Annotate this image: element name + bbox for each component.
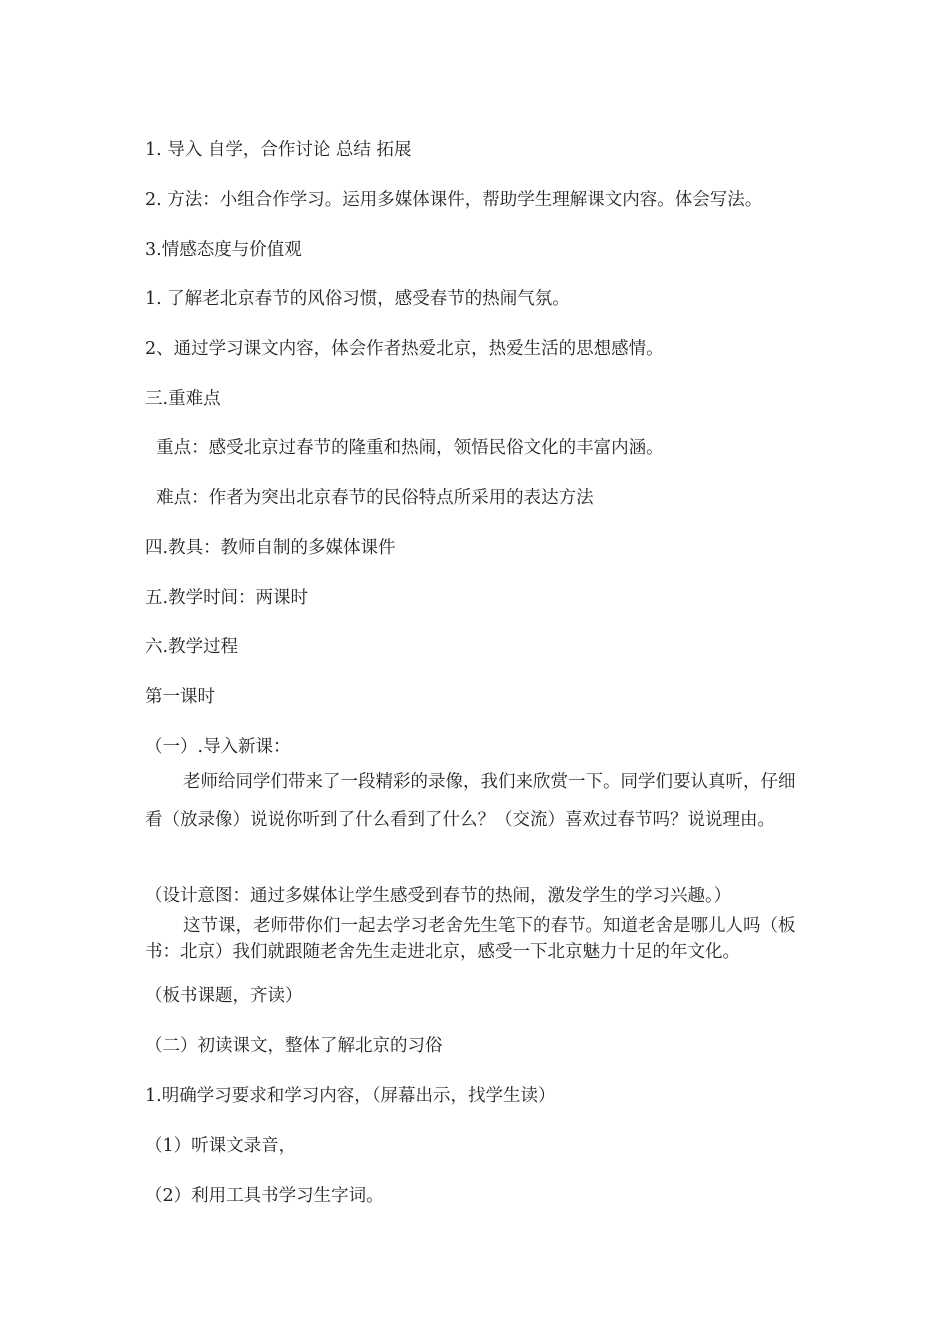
text-line: 2. 方法：小组合作学习。运用多媒体课件，帮助学生理解课文内容。体会写法。 <box>145 190 763 210</box>
list-item: （2）利用工具书学习生字词。 <box>145 1186 384 1206</box>
paragraph: 这节课，老师带你们一起去学习老舍先生笔下的春节。知道老舍是哪儿人吗（板书：北京）我们就跟随老舍先生走进北京，感受一下北京魅力十足的年文化。 <box>145 916 796 962</box>
text-line: （板书课题，齐读） <box>145 986 303 1006</box>
paragraph: 老师给同学们带来了一段精彩的录像，我们来欣赏一下。同学们要认真听，仔细看（放录像）说说你听到了什么看到了什么？（交流）喜欢过春节吗？说说理由。 <box>145 772 796 830</box>
section-heading: 六.教学过程 <box>145 637 239 657</box>
text-line: 1.明确学习要求和学习内容，（屏幕出示，找学生读） <box>145 1086 556 1106</box>
text-line: 难点：作者为突出北京春节的民俗特点所采用的表达方法 <box>145 488 594 508</box>
text-line: 2、通过学习课文内容，体会作者热爱北京，热爱生活的思想感情。 <box>145 339 664 359</box>
section-heading: 3.情感态度与价值观 <box>145 240 302 260</box>
section-heading: 三.重难点 <box>145 389 221 409</box>
lesson-heading: 第一课时 <box>145 687 215 707</box>
section-heading: 四.教具：教师自制的多媒体课件 <box>145 538 396 558</box>
text-line: 1. 导入 自学，合作讨论 总结 拓展 <box>145 140 412 160</box>
subsection-heading: （二）初读课文，整体了解北京的习俗 <box>145 1036 443 1056</box>
section-heading: 五.教学时间：两课时 <box>145 588 309 608</box>
text-line: 重点：感受北京过春节的隆重和热闹，领悟民俗文化的丰富内涵。 <box>145 438 664 458</box>
subsection-heading: （一）.导入新课： <box>145 737 291 757</box>
text-line: 1. 了解老北京春节的风俗习惯，感受春节的热闹气氛。 <box>145 289 570 309</box>
list-item: （1）听课文录音， <box>145 1136 297 1156</box>
text-line: （设计意图：通过多媒体让学生感受到春节的热闹，激发学生的学习兴趣。） <box>145 886 732 906</box>
